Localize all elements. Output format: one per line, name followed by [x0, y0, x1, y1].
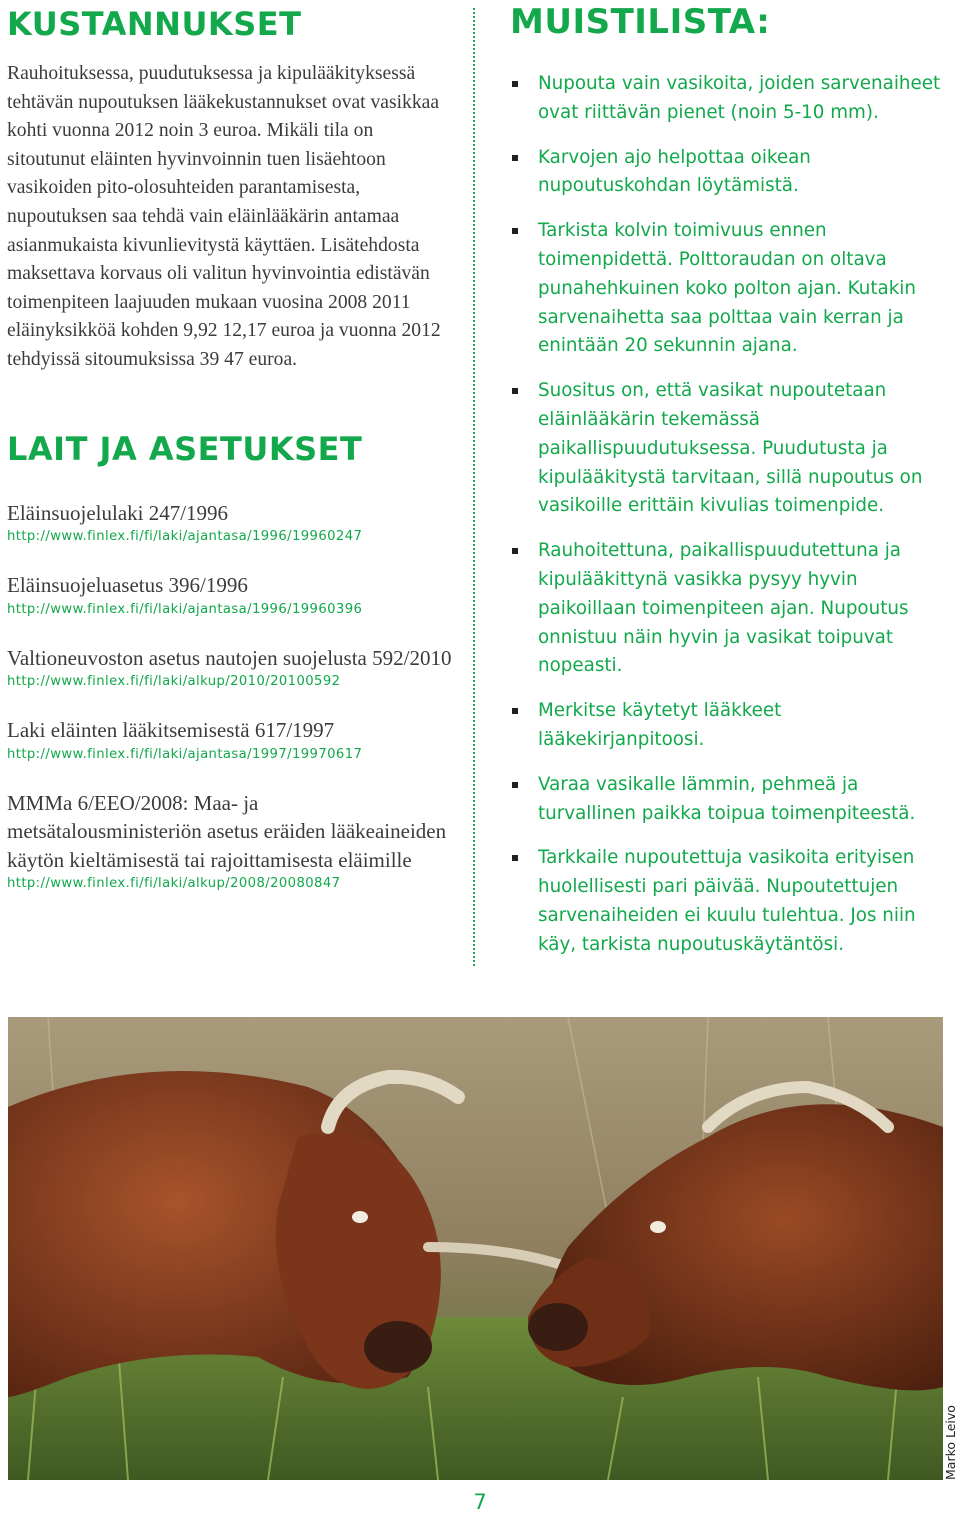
bullet-icon [512, 855, 518, 861]
highland-cattle-photo [8, 1017, 943, 1480]
bullet-icon [512, 228, 518, 234]
law-list [7, 499, 452, 895]
law-title: Laki eläinten lääkitsemisestä 617/1997 [7, 718, 335, 743]
checklist-item-text: Suositus on, että vasikat nupoutetaan eläinlääkärin tekemässä paikallispuudutuksessa. Puudutusta ja kipulääkitystä tarvitaan, sillä nupoutus on vasikoille erittäin kivulias toimenpide. [538, 380, 923, 517]
checklist-item-text: Varaa vasikalle lämmin, pehmeä ja turvallinen paikka toipua toimenpiteestä. [538, 773, 916, 824]
photo-credit-text: Marko Leivo [943, 1405, 958, 1480]
law-title: MMMa 6/EEO/2008: Maa- ja metsätalousministeriön asetus eräiden lääkeaineiden käytön kieltämisestä tai rajoittamisesta eläimille [7, 790, 447, 872]
law-item [7, 716, 452, 765]
column-divider [473, 8, 475, 966]
law-link[interactable]: http://www.finlex.fi/fi/laki/ajantasa/1996/19960396 [7, 601, 363, 617]
law-item [7, 644, 452, 693]
law-item [7, 499, 452, 548]
costs-section [7, 4, 452, 918]
checklist-item-text: Karvojen ajo helpottaa oikean nupoutuskohdan löytämistä. [538, 146, 811, 197]
checklist [510, 70, 950, 960]
checklist-item-text: Tarkkaile nupoutettuja vasikoita erityisen huolellisesti pari päivää. Nupoutettujen sarvenaiheiden ei kuulu tulehtua. Jos niin käy, tarkista nupoutuskäytäntösi. [538, 847, 916, 955]
law-title: Eläinsuojelulaki 247/1996 [7, 500, 229, 525]
page-number: 7 [473, 1490, 487, 1514]
checklist-item-text: Merkitse käytetyt lääkkeet lääkekirjanpitoosi. [538, 700, 782, 750]
checklist-item [510, 771, 950, 829]
law-title: Eläinsuojeluasetus 396/1996 [7, 573, 248, 598]
bullet-icon [512, 782, 518, 788]
law-item [7, 571, 452, 620]
bullet-icon [512, 155, 518, 161]
checklist-item [510, 377, 950, 521]
checklist-section [510, 0, 950, 976]
law-link[interactable]: http://www.finlex.fi/fi/laki/ajantasa/1996/19960247 [7, 529, 363, 545]
bullet-icon [512, 708, 518, 714]
law-link[interactable]: http://www.finlex.fi/fi/laki/ajantasa/1997/19970617 [7, 746, 363, 762]
law-link[interactable]: http://www.finlex.fi/fi/laki/alkup/2010/20100592 [7, 674, 341, 690]
checklist-item [510, 70, 950, 128]
cattle-illustration [8, 1017, 943, 1480]
law-item [7, 789, 452, 895]
checklist-item-text: Tarkista kolvin toimivuus ennen toimenpidettä. Polttoraudan on oltava punahehkuinen koko polton ajan. Kutakin sarvenaihetta saa polttaa vain kerran ja enintään 20 sekunnin ajana. [538, 220, 916, 357]
bullet-icon [512, 388, 518, 394]
law-title: Valtioneuvoston asetus nautojen suojelusta 592/2010 [7, 645, 452, 670]
checklist-item [510, 217, 950, 361]
laws-heading: LAIT JA ASETUKSET [7, 429, 363, 468]
checklist-item-text: Rauhoitettuna, paikallispuudutettuna ja kipulääkittynä vasikka pysyy hyvin paikoillaan toimenpiteen ajan. Nupoutus onnistuu näin hyvin ja vasikat toipuvat nopeasti. [538, 540, 909, 677]
law-link[interactable]: http://www.finlex.fi/fi/laki/alkup/2008/20080847 [7, 876, 341, 892]
checklist-item [510, 697, 950, 755]
checklist-heading: MUISTILISTA: [510, 2, 771, 42]
checklist-item [510, 844, 950, 959]
checklist-item-text: Nupouta vain vasikoita, joiden sarvenaiheet ovat riittävän pienet (noin 5-10 mm). [538, 73, 941, 123]
checklist-item [510, 144, 950, 202]
costs-heading: KUSTANNUKSET [7, 5, 302, 43]
bullet-icon [512, 548, 518, 554]
costs-paragraph: Rauhoituksessa, puudutuksessa ja kipulääkityksessä tehtävän nupoutuksen lääkekustannukset ovat vasikkaa kohti vuonna 2012 noin 3 euroa. Mikäli tila on sitoutunut eläinten hyvinvoinnin tuen lisäehtoon vasikoiden pito-olosuhteiden parantamisesta, nupoutuksen saa tehdä vain eläinlääkärin antamaa asianmukaista kivunlievitystä käyttäen. Lisätehdosta maksettava korvaus oli valitun hyvinvointia edistävän toimenpiteen laajuuden mukaan vuosina 2008 2011 eläinyksikköä kohden 9,92 12,17 euroa ja vuonna 2012 tehdyissä sitoumuksissa 39 47 euroa. [7, 63, 441, 370]
bullet-icon [512, 81, 518, 87]
checklist-item [510, 537, 950, 681]
